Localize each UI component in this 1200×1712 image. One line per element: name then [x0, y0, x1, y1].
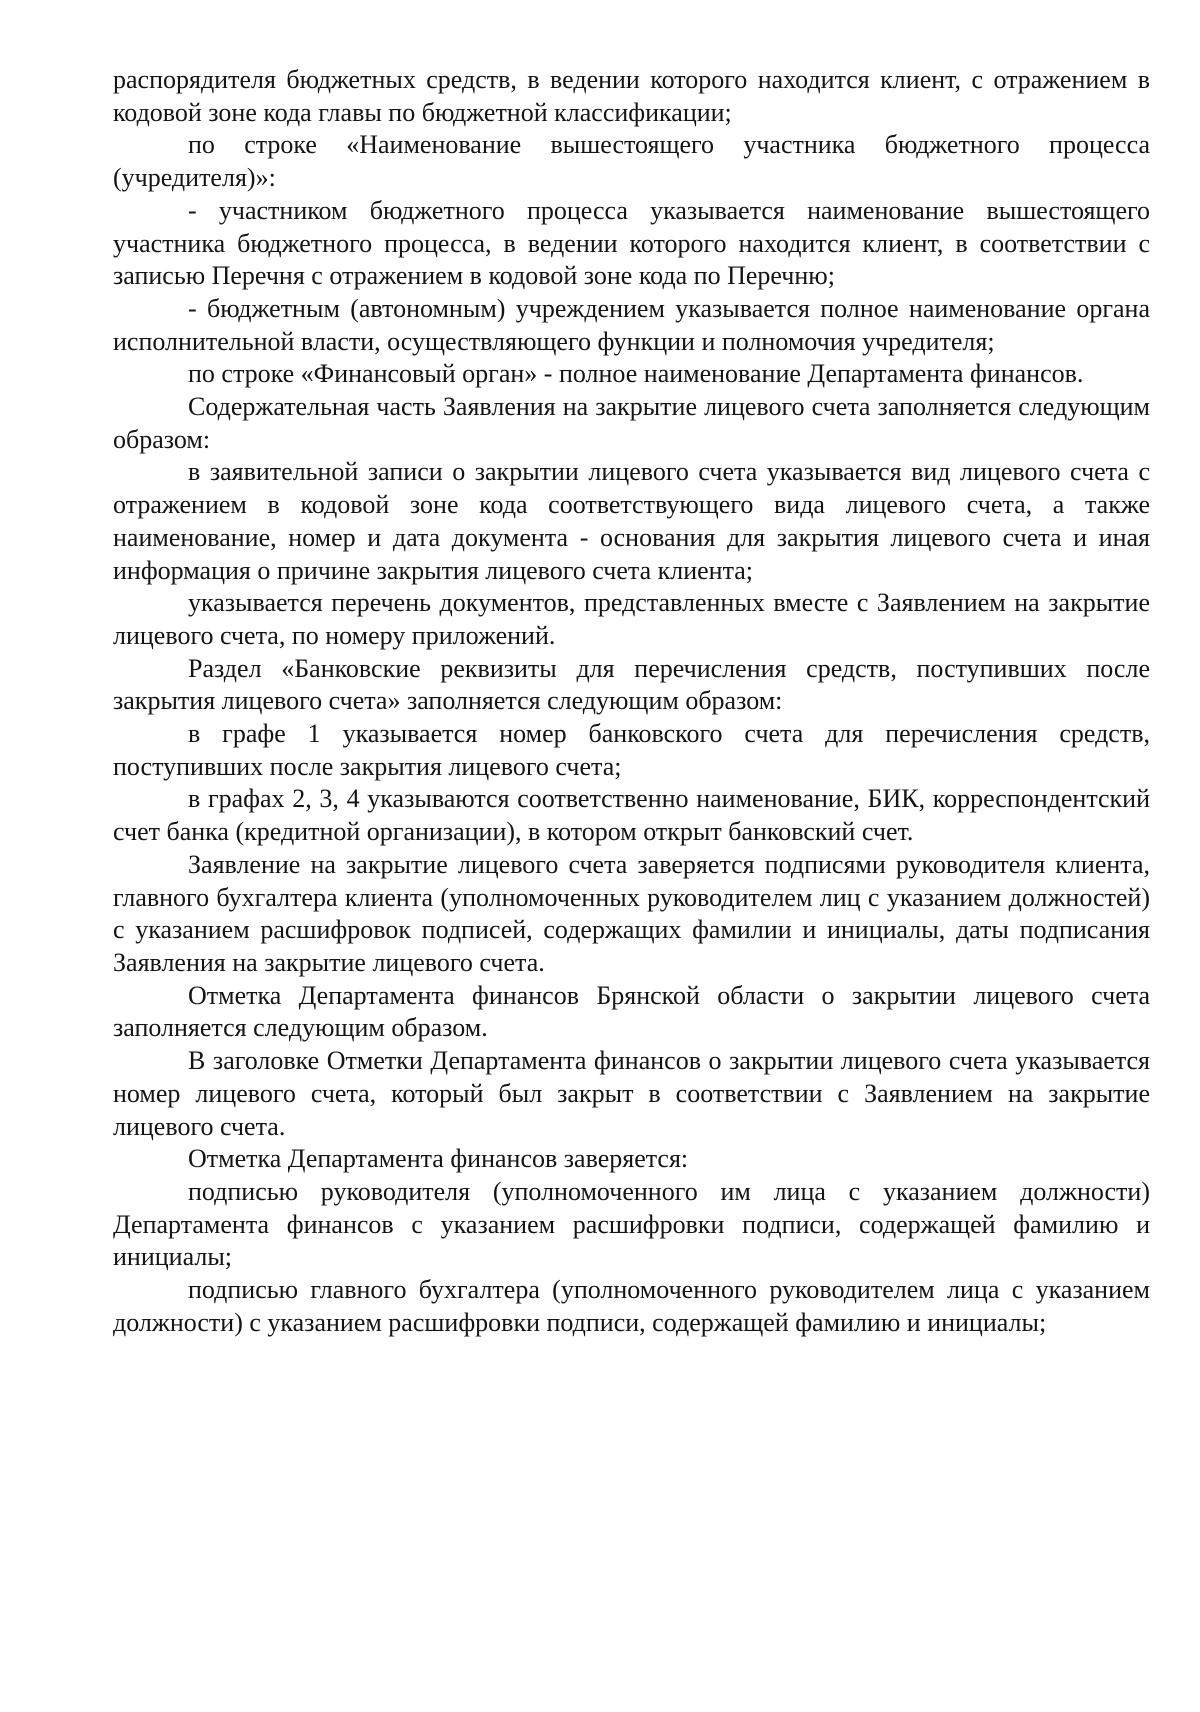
paragraph-4: - бюджетным (автономным) учреждением указывается полное наименование органа исполнительной власти, осуществляющего функции и полномочия учредителя;: [113, 293, 1150, 356]
paragraph-13: Отметка Департамента финансов Брянской области о закрытии лицевого счета заполняется следующим образом.: [113, 980, 1150, 1043]
paragraph-10: в графе 1 указывается номер банковского счета для перечисления средств, поступивших после закрытия лицевого счета;: [113, 719, 1150, 781]
paragraph-15: Отметка Департамента финансов заверяется:: [188, 1144, 689, 1174]
paragraph-1: распорядителя бюджетных средств, в ведении которого находится клиент, с отражением в кодовой зоне кода главы по бюджетной классификации;: [113, 65, 1150, 127]
paragraph-17: подписью главного бухгалтера (уполномоченного руководителем лица с указанием должности) с указанием расшифровки подписи, содержащей фамилию и инициалы;: [113, 1275, 1150, 1337]
paragraph-3: - участником бюджетного процесса указывается наименование вышестоящего участника бюджетного процесса, в ведении которого находится клиент, в соответствии с записью Перечня с отражением в кодовой зоне кода по Перечню;: [113, 195, 1150, 291]
document-body: [113, 64, 1150, 1339]
paragraph-7: в заявительной записи о закрытии лицевого счета указывается вид лицевого счета с отражением в кодовой зоне кода соответствующего вида лицевого счета, а также наименование, номер и дата документа - основания для закрытия лицевого счета и иная информация о причине закрытия лицевого счета клиента;: [113, 457, 1150, 585]
paragraph-16: подписью руководителя (уполномоченного им лица с указанием должности) Департамента финансов с указанием расшифровки подписи, содержащей фамилию и инициалы;: [113, 1176, 1150, 1272]
paragraph-9: Раздел «Банковские реквизиты для перечисления средств, поступивших после закрытия лицевого счета» заполняется следующим образом:: [113, 653, 1150, 716]
paragraph-14: В заголовке Отметки Департамента финансов о закрытии лицевого счета указывается номер лицевого счета, который был закрыт в соответствии с Заявлением на закрытие лицевого счета.: [113, 1046, 1150, 1141]
paragraph-5: по строке «Финансовый орган» - полное наименование Департамента финансов.: [188, 359, 1084, 389]
paragraph-8: указывается перечень документов, представленных вместе с Заявлением на закрытие лицевого счета, по номеру приложений.: [113, 588, 1150, 650]
paragraph-2: по строке «Наименование вышестоящего участника бюджетного процесса (учредителя)»:: [113, 130, 1150, 193]
paragraph-6: Содержательная часть Заявления на закрытие лицевого счета заполняется следующим образом:: [113, 392, 1150, 454]
paragraph-11: в графах 2, 3, 4 указываются соответственно наименование, БИК, корреспондентский счет банка (кредитной организации), в котором открыт банковский счет.: [113, 784, 1150, 847]
paragraph-12: Заявление на закрытие лицевого счета заверяется подписями руководителя клиента, главного бухгалтера клиента (уполномоченных руководителем лиц с указанием должностей) с указанием расшифровок подписей, содержащих фамилии и инициалы, даты подписания Заявления на закрытие лицевого счета.: [113, 849, 1150, 977]
